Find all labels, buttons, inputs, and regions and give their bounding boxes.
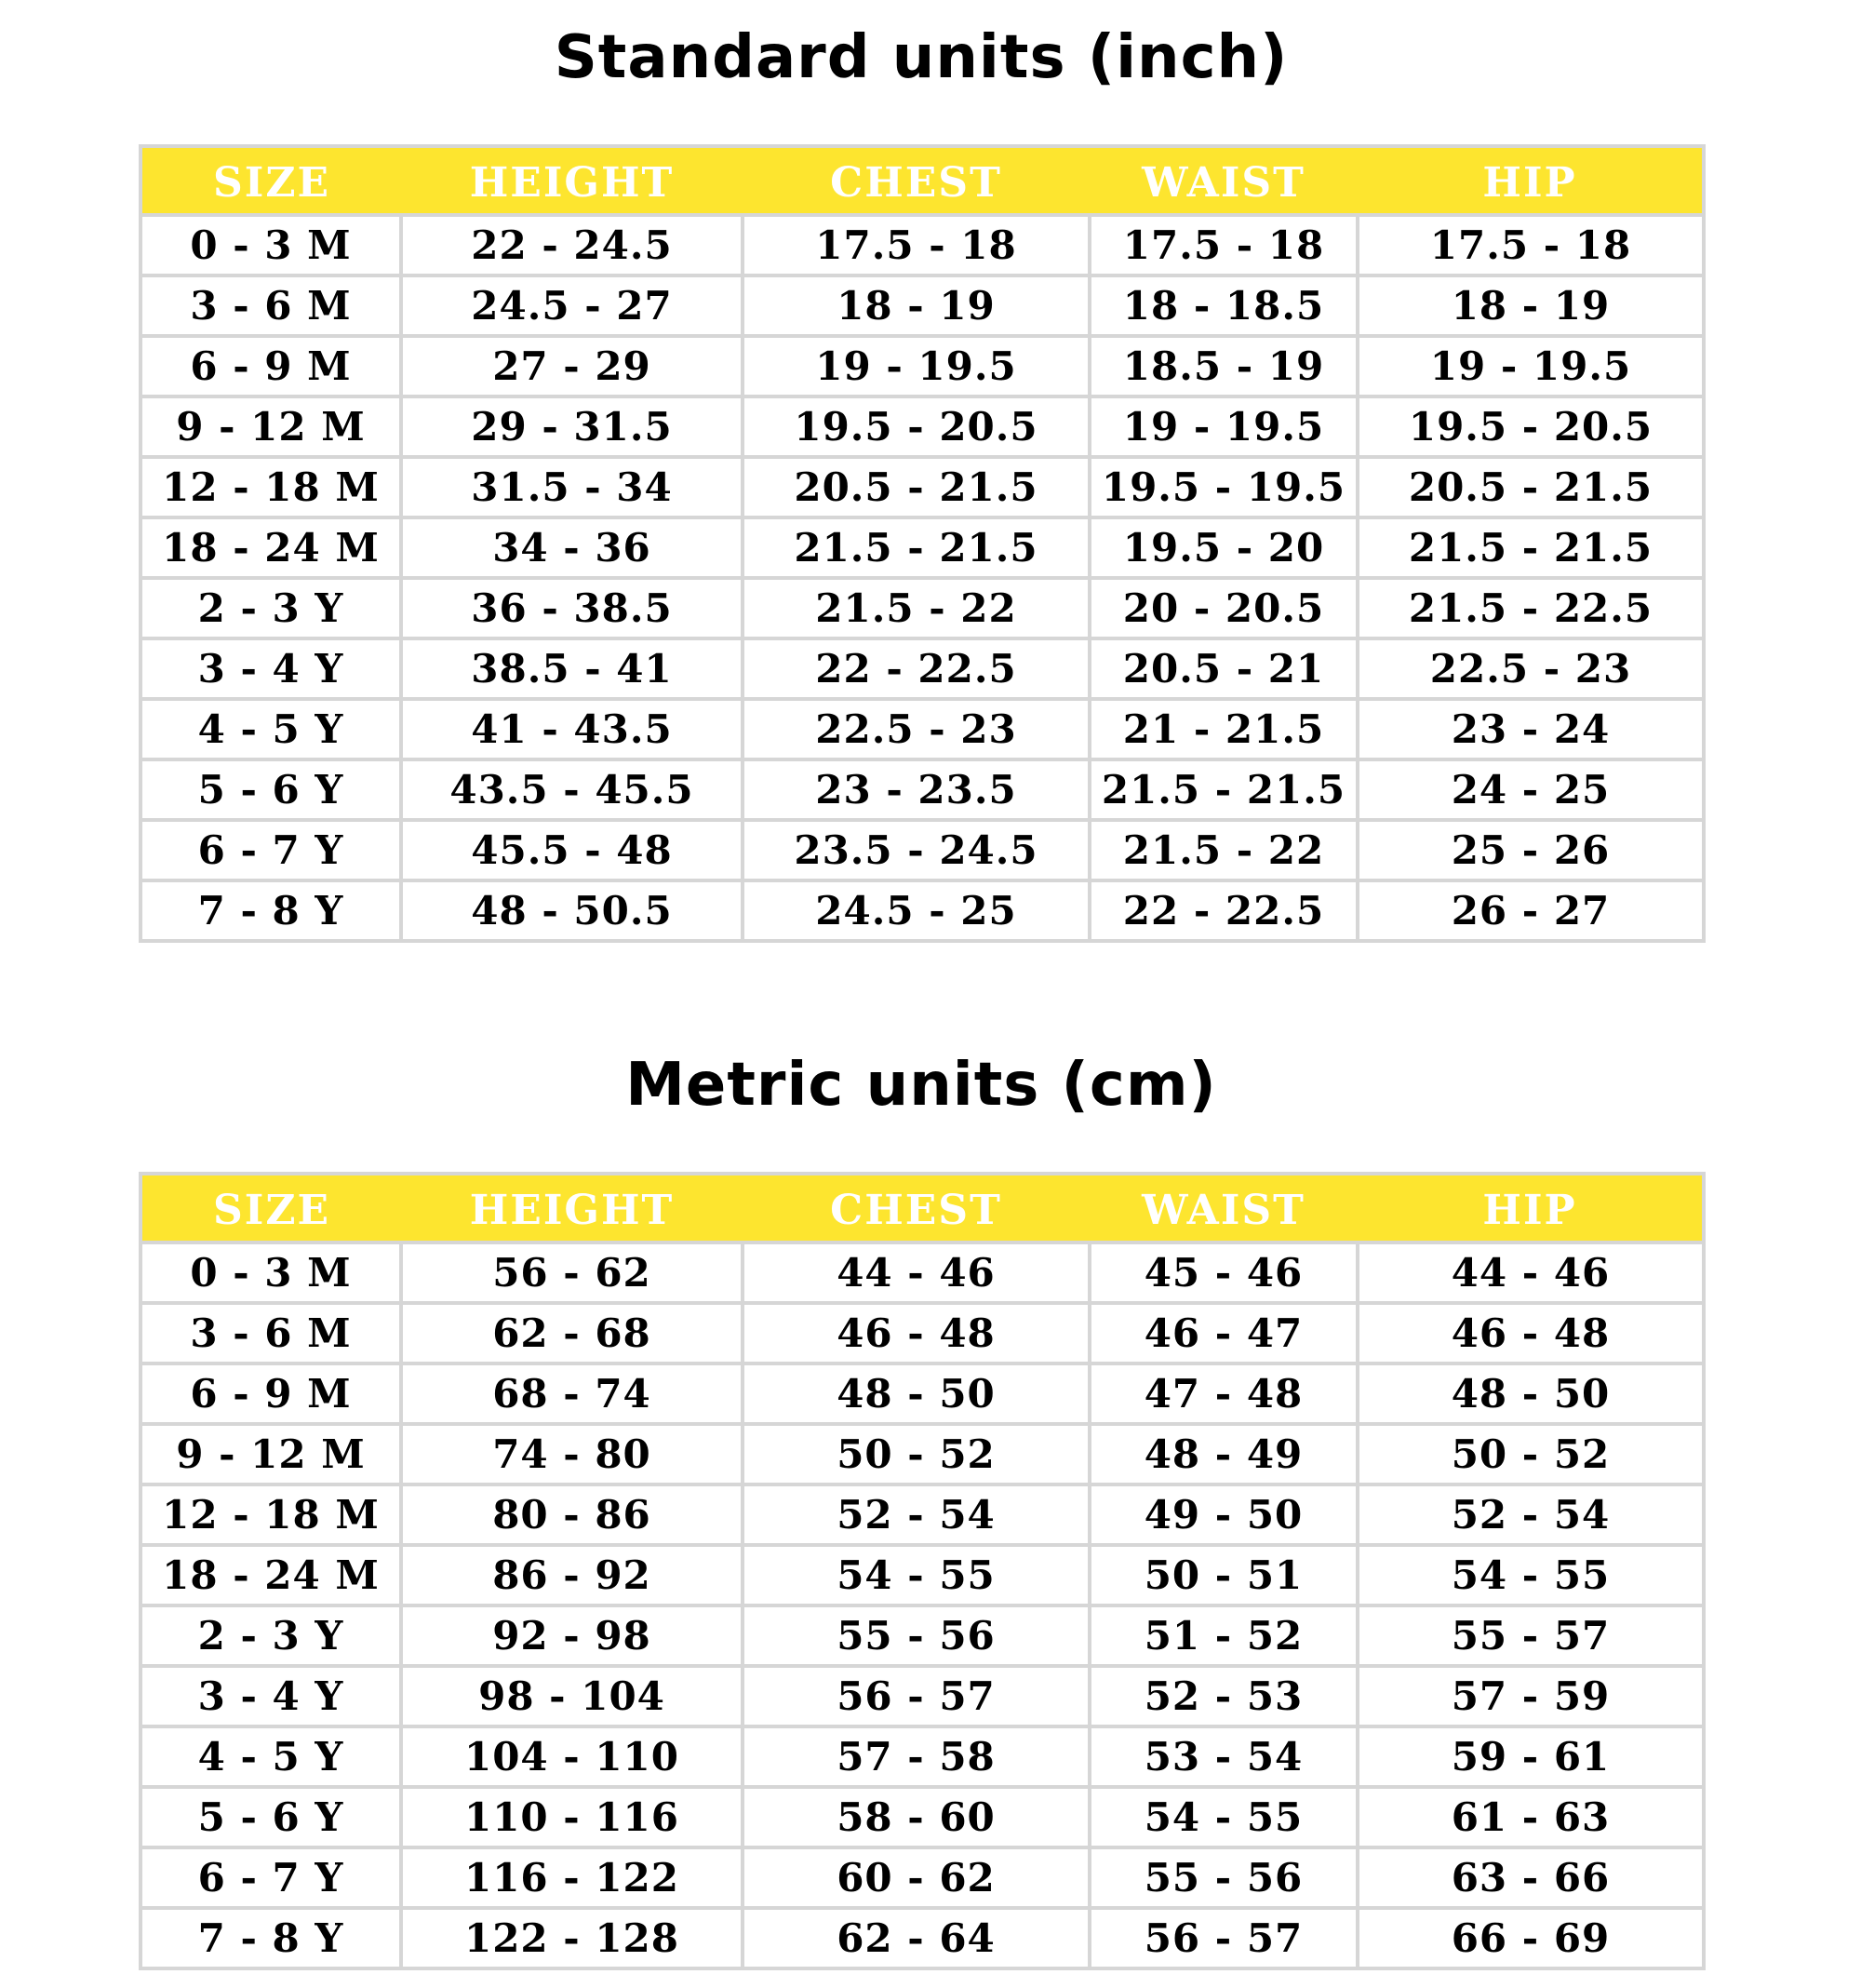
column-header-height: HEIGHT [401, 1174, 743, 1242]
cell-height: 104 - 110 [401, 1726, 743, 1787]
cell-waist: 17.5 - 18 [1090, 215, 1358, 275]
cell-chest: 54 - 55 [743, 1545, 1090, 1605]
table-row [141, 1303, 1704, 1363]
cell-waist: 21 - 21.5 [1090, 699, 1358, 759]
cell-waist: 56 - 57 [1090, 1908, 1358, 1968]
cell-height: 43.5 - 45.5 [401, 759, 743, 820]
cell-waist: 55 - 56 [1090, 1847, 1358, 1908]
standard-size-table [139, 144, 1706, 943]
cell-chest: 17.5 - 18 [743, 215, 1090, 275]
cell-hip: 18 - 19 [1358, 275, 1704, 336]
cell-size: 0 - 3 M [141, 215, 401, 275]
cell-chest: 21.5 - 21.5 [743, 517, 1090, 578]
cell-size: 5 - 6 Y [141, 1787, 401, 1847]
cell-hip: 23 - 24 [1358, 699, 1704, 759]
cell-chest: 18 - 19 [743, 275, 1090, 336]
table-row [141, 1666, 1704, 1726]
table-row [141, 517, 1704, 578]
cell-waist: 22 - 22.5 [1090, 880, 1358, 941]
cell-hip: 21.5 - 22.5 [1358, 578, 1704, 638]
cell-hip: 55 - 57 [1358, 1605, 1704, 1666]
cell-hip: 59 - 61 [1358, 1726, 1704, 1787]
cell-size: 3 - 4 Y [141, 638, 401, 699]
cell-size: 3 - 4 Y [141, 1666, 401, 1726]
cell-height: 80 - 86 [401, 1484, 743, 1545]
cell-chest: 48 - 50 [743, 1363, 1090, 1424]
cell-size: 4 - 5 Y [141, 699, 401, 759]
column-header-waist: WAIST [1090, 1174, 1358, 1242]
cell-hip: 19 - 19.5 [1358, 336, 1704, 396]
cell-size: 5 - 6 Y [141, 759, 401, 820]
cell-waist: 54 - 55 [1090, 1787, 1358, 1847]
column-header-chest: CHEST [743, 1174, 1090, 1242]
cell-chest: 23.5 - 24.5 [743, 820, 1090, 880]
cell-waist: 20 - 20.5 [1090, 578, 1358, 638]
standard-units-title: Standard units (inch) [554, 23, 1289, 92]
cell-hip: 50 - 52 [1358, 1424, 1704, 1484]
column-header-height: HEIGHT [401, 146, 743, 215]
cell-waist: 18.5 - 19 [1090, 336, 1358, 396]
cell-size: 7 - 8 Y [141, 1908, 401, 1968]
cell-hip: 20.5 - 21.5 [1358, 457, 1704, 517]
column-header-size: SIZE [141, 1174, 401, 1242]
cell-size: 3 - 6 M [141, 275, 401, 336]
cell-height: 27 - 29 [401, 336, 743, 396]
cell-height: 31.5 - 34 [401, 457, 743, 517]
cell-height: 45.5 - 48 [401, 820, 743, 880]
table-row [141, 275, 1704, 336]
cell-waist: 51 - 52 [1090, 1605, 1358, 1666]
cell-waist: 21.5 - 22 [1090, 820, 1358, 880]
table-row [141, 820, 1704, 880]
cell-size: 0 - 3 M [141, 1242, 401, 1303]
cell-size: 6 - 9 M [141, 336, 401, 396]
cell-waist: 45 - 46 [1090, 1242, 1358, 1303]
table-row [141, 457, 1704, 517]
cell-chest: 23 - 23.5 [743, 759, 1090, 820]
cell-height: 92 - 98 [401, 1605, 743, 1666]
cell-waist: 19.5 - 19.5 [1090, 457, 1358, 517]
cell-hip: 66 - 69 [1358, 1908, 1704, 1968]
cell-height: 48 - 50.5 [401, 880, 743, 941]
cell-size: 7 - 8 Y [141, 880, 401, 941]
cell-size: 9 - 12 M [141, 1424, 401, 1484]
cell-height: 41 - 43.5 [401, 699, 743, 759]
table-row [141, 1726, 1704, 1787]
cell-chest: 44 - 46 [743, 1242, 1090, 1303]
cell-height: 110 - 116 [401, 1787, 743, 1847]
cell-height: 122 - 128 [401, 1908, 743, 1968]
cell-height: 86 - 92 [401, 1545, 743, 1605]
cell-chest: 24.5 - 25 [743, 880, 1090, 941]
cell-chest: 52 - 54 [743, 1484, 1090, 1545]
cell-hip: 54 - 55 [1358, 1545, 1704, 1605]
table-row [141, 578, 1704, 638]
cell-waist: 19.5 - 20 [1090, 517, 1358, 578]
cell-waist: 49 - 50 [1090, 1484, 1358, 1545]
cell-size: 2 - 3 Y [141, 578, 401, 638]
cell-size: 12 - 18 M [141, 457, 401, 517]
cell-waist: 53 - 54 [1090, 1726, 1358, 1787]
cell-height: 62 - 68 [401, 1303, 743, 1363]
cell-hip: 17.5 - 18 [1358, 215, 1704, 275]
cell-chest: 19 - 19.5 [743, 336, 1090, 396]
cell-chest: 60 - 62 [743, 1847, 1090, 1908]
cell-hip: 46 - 48 [1358, 1303, 1704, 1363]
cell-height: 56 - 62 [401, 1242, 743, 1303]
cell-waist: 19 - 19.5 [1090, 396, 1358, 457]
cell-size: 18 - 24 M [141, 517, 401, 578]
cell-size: 6 - 7 Y [141, 1847, 401, 1908]
cell-hip: 48 - 50 [1358, 1363, 1704, 1424]
table-row [141, 1545, 1704, 1605]
column-header-chest: CHEST [743, 146, 1090, 215]
cell-waist: 50 - 51 [1090, 1545, 1358, 1605]
table-row [141, 1787, 1704, 1847]
cell-chest: 58 - 60 [743, 1787, 1090, 1847]
cell-hip: 57 - 59 [1358, 1666, 1704, 1726]
cell-chest: 62 - 64 [743, 1908, 1090, 1968]
cell-height: 98 - 104 [401, 1666, 743, 1726]
table-row [141, 396, 1704, 457]
cell-height: 29 - 31.5 [401, 396, 743, 457]
cell-hip: 26 - 27 [1358, 880, 1704, 941]
cell-hip: 52 - 54 [1358, 1484, 1704, 1545]
cell-height: 74 - 80 [401, 1424, 743, 1484]
table-row [141, 215, 1704, 275]
table-row [141, 1484, 1704, 1545]
cell-hip: 63 - 66 [1358, 1847, 1704, 1908]
cell-height: 22 - 24.5 [401, 215, 743, 275]
cell-hip: 61 - 63 [1358, 1787, 1704, 1847]
cell-hip: 44 - 46 [1358, 1242, 1704, 1303]
table-row [141, 638, 1704, 699]
table-row [141, 1908, 1704, 1968]
table-row [141, 1424, 1704, 1484]
cell-chest: 57 - 58 [743, 1726, 1090, 1787]
cell-size: 6 - 7 Y [141, 820, 401, 880]
table-row [141, 1242, 1704, 1303]
table-header-row [141, 146, 1704, 215]
cell-size: 4 - 5 Y [141, 1726, 401, 1787]
cell-size: 9 - 12 M [141, 396, 401, 457]
column-header-hip: HIP [1358, 1174, 1704, 1242]
cell-size: 2 - 3 Y [141, 1605, 401, 1666]
cell-chest: 22.5 - 23 [743, 699, 1090, 759]
column-header-hip: HIP [1358, 146, 1704, 215]
table-header-row [141, 1174, 1704, 1242]
cell-hip: 25 - 26 [1358, 820, 1704, 880]
table-row [141, 336, 1704, 396]
cell-height: 36 - 38.5 [401, 578, 743, 638]
cell-hip: 22.5 - 23 [1358, 638, 1704, 699]
cell-chest: 20.5 - 21.5 [743, 457, 1090, 517]
cell-waist: 18 - 18.5 [1090, 275, 1358, 336]
column-header-size: SIZE [141, 146, 401, 215]
cell-chest: 19.5 - 20.5 [743, 396, 1090, 457]
cell-waist: 52 - 53 [1090, 1666, 1358, 1726]
cell-size: 18 - 24 M [141, 1545, 401, 1605]
cell-hip: 19.5 - 20.5 [1358, 396, 1704, 457]
cell-size: 6 - 9 M [141, 1363, 401, 1424]
cell-waist: 46 - 47 [1090, 1303, 1358, 1363]
cell-waist: 20.5 - 21 [1090, 638, 1358, 699]
cell-height: 68 - 74 [401, 1363, 743, 1424]
column-header-waist: WAIST [1090, 146, 1358, 215]
cell-waist: 48 - 49 [1090, 1424, 1358, 1484]
cell-chest: 50 - 52 [743, 1424, 1090, 1484]
cell-chest: 55 - 56 [743, 1605, 1090, 1666]
cell-hip: 24 - 25 [1358, 759, 1704, 820]
table-row [141, 1363, 1704, 1424]
cell-height: 24.5 - 27 [401, 275, 743, 336]
cell-chest: 21.5 - 22 [743, 578, 1090, 638]
cell-chest: 46 - 48 [743, 1303, 1090, 1363]
cell-chest: 22 - 22.5 [743, 638, 1090, 699]
cell-waist: 21.5 - 21.5 [1090, 759, 1358, 820]
cell-height: 34 - 36 [401, 517, 743, 578]
cell-hip: 21.5 - 21.5 [1358, 517, 1704, 578]
cell-height: 38.5 - 41 [401, 638, 743, 699]
table-row [141, 1847, 1704, 1908]
table-row [141, 880, 1704, 941]
table-row [141, 699, 1704, 759]
cell-chest: 56 - 57 [743, 1666, 1090, 1726]
cell-height: 116 - 122 [401, 1847, 743, 1908]
table-row [141, 1605, 1704, 1666]
table-row [141, 759, 1704, 820]
cell-size: 12 - 18 M [141, 1484, 401, 1545]
metric-units-title: Metric units (cm) [625, 1051, 1217, 1120]
cell-waist: 47 - 48 [1090, 1363, 1358, 1424]
metric-size-table [139, 1172, 1706, 1970]
cell-size: 3 - 6 M [141, 1303, 401, 1363]
